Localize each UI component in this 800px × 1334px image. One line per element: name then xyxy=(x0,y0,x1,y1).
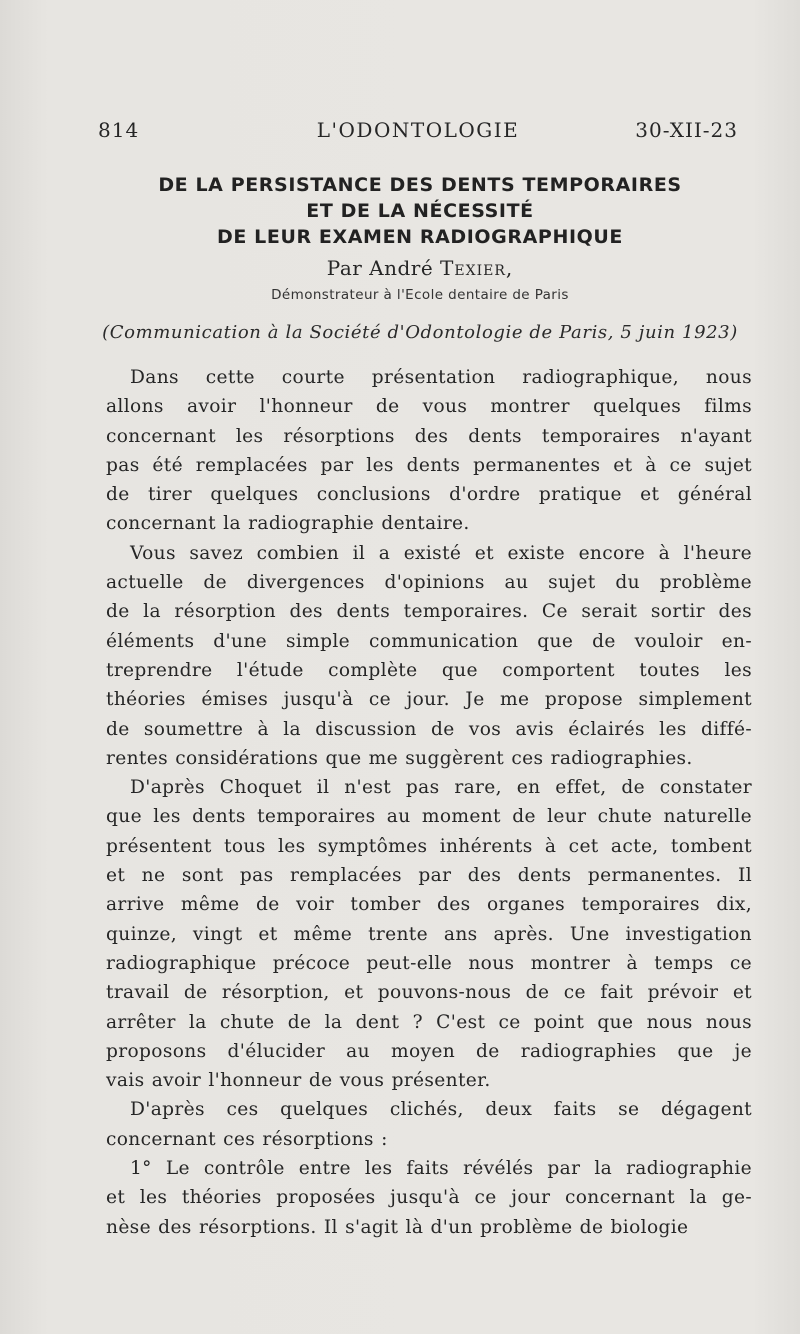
page-number: 814 xyxy=(98,118,140,142)
body-line: proposons d'élucider au moyen de radiographies que je xyxy=(106,1040,752,1062)
body-line: quinze, vingt et même trente ans après. Une investigation xyxy=(106,923,752,945)
body-line: D'après ces quelques clichés, deux faits se dégagent xyxy=(130,1099,752,1121)
body-line: de la résorption des dents temporaires. Ce serait sortir des xyxy=(106,601,752,623)
title-line-2: ET DE LA NÉCESSITÉ xyxy=(306,200,534,222)
body-line: Vous savez combien il a existé et existe encore à l'heure xyxy=(130,542,752,564)
body-line: pas été remplacées par les dents permanentes et à ce sujet xyxy=(106,454,752,476)
running-head xyxy=(98,118,738,148)
author-affiliation: Démonstrateur à l'Ecole dentaire de Paris xyxy=(271,287,569,303)
body-line: arrêter la chute de la dent ? C'est ce point que nous nous xyxy=(106,1011,752,1033)
journal-title: L'ODONTOLOGIE xyxy=(316,118,520,142)
body-line: et ne sont pas remplacées par des dents permanentes. Il xyxy=(106,865,752,887)
communication-note: (Communication à la Société d'Odontologie de Paris, 5 juin 1923) xyxy=(102,322,738,343)
body-line: concernant les résorptions des dents temporaires n'ayant xyxy=(106,425,752,447)
body-line: Dans cette courte présentation radiographique, nous xyxy=(130,367,752,388)
byline xyxy=(100,256,740,280)
body-line: concernant la radiographie dentaire. xyxy=(106,513,470,535)
body-line: que les dents temporaires au moment de leur chute naturelle xyxy=(106,806,752,828)
body-line: radiographique précoce peut-elle nous montrer à temps ce xyxy=(106,952,752,974)
body-line: de soumettre à la discussion de vos avis éclairés les diffé- xyxy=(106,718,752,740)
article-title xyxy=(80,172,760,250)
title-line-3: DE LEUR EXAMEN RADIOGRAPHIQUE xyxy=(217,226,623,248)
issue-date: 30-XII-23 xyxy=(635,118,738,142)
body-line: arrive même de voir tomber des organes temporaires dix, xyxy=(106,894,752,916)
body-line: treprendre l'étude complète que comportent toutes les xyxy=(106,659,752,681)
title-line-1: DE LA PERSISTANCE DES DENTS TEMPORAIRES xyxy=(158,174,682,196)
body-line: rentes considérations que me suggèrent ces radiographies. xyxy=(106,747,693,769)
body-line: nèse des résorptions. Il s'agit là d'un problème de biologie xyxy=(106,1216,689,1238)
body-line: travail de résorption, et pouvons-nous de ce fait prévoir et xyxy=(106,982,752,1004)
body-line: théories émises jusqu'à ce jour. Je me propose simplement xyxy=(106,689,752,711)
body-line: D'après Choquet il n'est pas rare, en effet, de constater xyxy=(130,777,752,799)
body-line: actuelle de divergences d'opinions au sujet du problème xyxy=(106,572,752,594)
body-line: et les théories proposées jusqu'à ce jour concernant la ge- xyxy=(106,1187,752,1209)
body-line: allons avoir l'honneur de vous montrer quelques films xyxy=(106,396,752,418)
body-line: de tirer quelques conclusions d'ordre pratique et général xyxy=(106,484,752,506)
author-surname: Texier, xyxy=(440,256,514,280)
body-line: 1° Le contrôle entre les faits révélés par la radiographie xyxy=(130,1158,752,1180)
body-line: vais avoir l'honneur de vous présenter. xyxy=(106,1070,491,1092)
article-body xyxy=(106,363,752,1242)
body-line: concernant ces résorptions : xyxy=(106,1128,388,1150)
body-line: présentent tous les symptômes inhérents à cet acte, tombent xyxy=(106,835,752,857)
body-line: éléments d'une simple communication que de vouloir en- xyxy=(106,630,752,652)
byline-prefix: Par André xyxy=(326,256,441,280)
